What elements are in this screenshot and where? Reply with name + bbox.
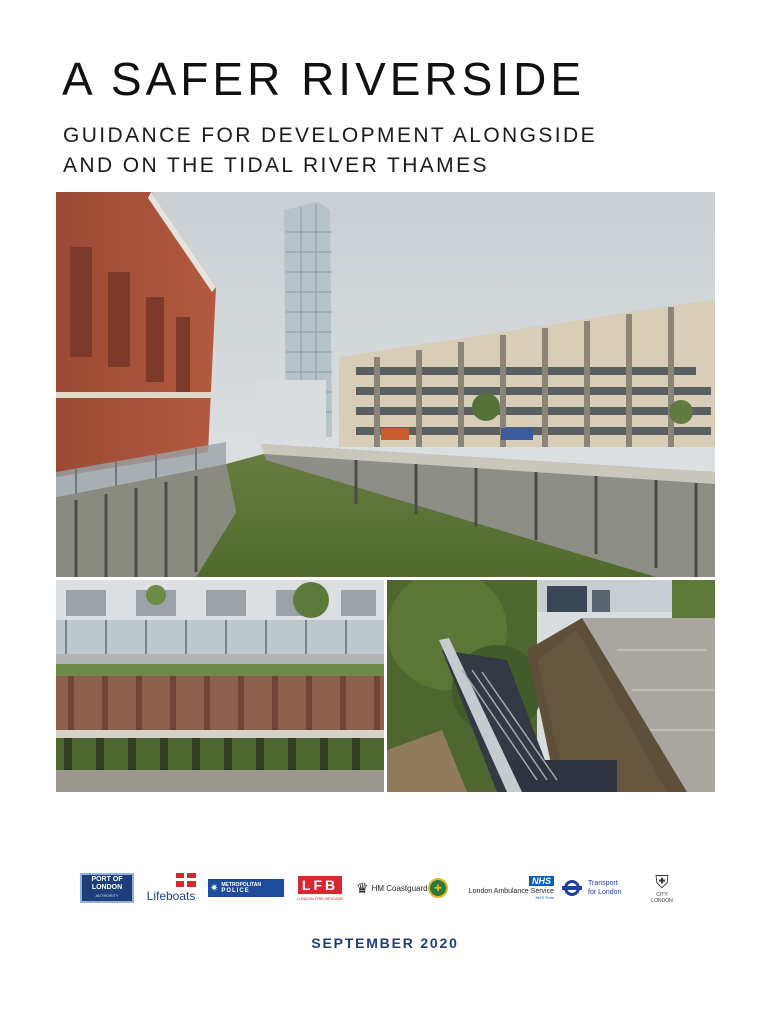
city-crest-icon: ⛨	[655, 872, 669, 892]
pla-line-1: PORT OF	[91, 876, 123, 883]
pla-line-3: AUTHORITY	[95, 893, 119, 898]
lfb-label: LFB	[298, 876, 342, 894]
riverside-path-railing-photo	[387, 580, 715, 792]
london-fire-brigade-logo	[291, 862, 349, 914]
rnli-lifeboats-logo	[140, 862, 202, 914]
city-line-1: CITY	[656, 892, 668, 898]
hm-coastguard-label: HM Coastguard	[371, 883, 428, 893]
met-line-1: METROPOLITAN	[221, 882, 262, 888]
city-line-2: LONDON	[651, 898, 673, 904]
port-of-london-authority-logo	[80, 862, 134, 914]
ambulance-crest-icon: ✚	[428, 862, 450, 914]
city-of-london-logo	[640, 862, 684, 914]
tfl-roundel-icon	[562, 878, 582, 898]
metropolitan-police-logo	[208, 862, 284, 914]
river-wall-railings-photo	[56, 580, 384, 792]
subtitle-line-1: GUIDANCE FOR DEVELOPMENT ALONGSIDE	[63, 124, 597, 147]
riverside-development-photo	[56, 192, 715, 577]
met-line-2: POLICE	[221, 888, 250, 894]
pla-line-2: LONDON	[91, 884, 123, 891]
hm-coastguard-logo	[356, 862, 426, 914]
met-crest-icon: ✷	[210, 882, 219, 894]
london-ambulance-service-logo	[454, 862, 554, 914]
nhs-badge: NHS	[529, 876, 554, 886]
document-title: A SAFER RIVERSIDE	[62, 53, 586, 105]
tfl-line-1: Transport	[588, 880, 618, 887]
tfl-line-2: for London	[588, 889, 622, 896]
transport-for-london-logo	[562, 862, 634, 914]
subtitle-line-2: AND ON THE TIDAL RIVER THAMES	[63, 154, 489, 177]
london-ambulance-label: London Ambulance Service	[468, 888, 554, 895]
nhs-trust-label: NHS Trust	[535, 895, 554, 900]
partner-logos	[78, 862, 693, 914]
document-subtitle	[63, 121, 597, 181]
lfb-sublabel: LONDON FIRE BRIGADE	[296, 895, 344, 901]
publication-date: SEPTEMBER 2020	[311, 935, 459, 951]
lifeboats-label: Lifeboats	[146, 889, 196, 903]
rnli-flag-icon	[176, 873, 196, 887]
crown-crest-icon: ♛	[356, 879, 369, 896]
